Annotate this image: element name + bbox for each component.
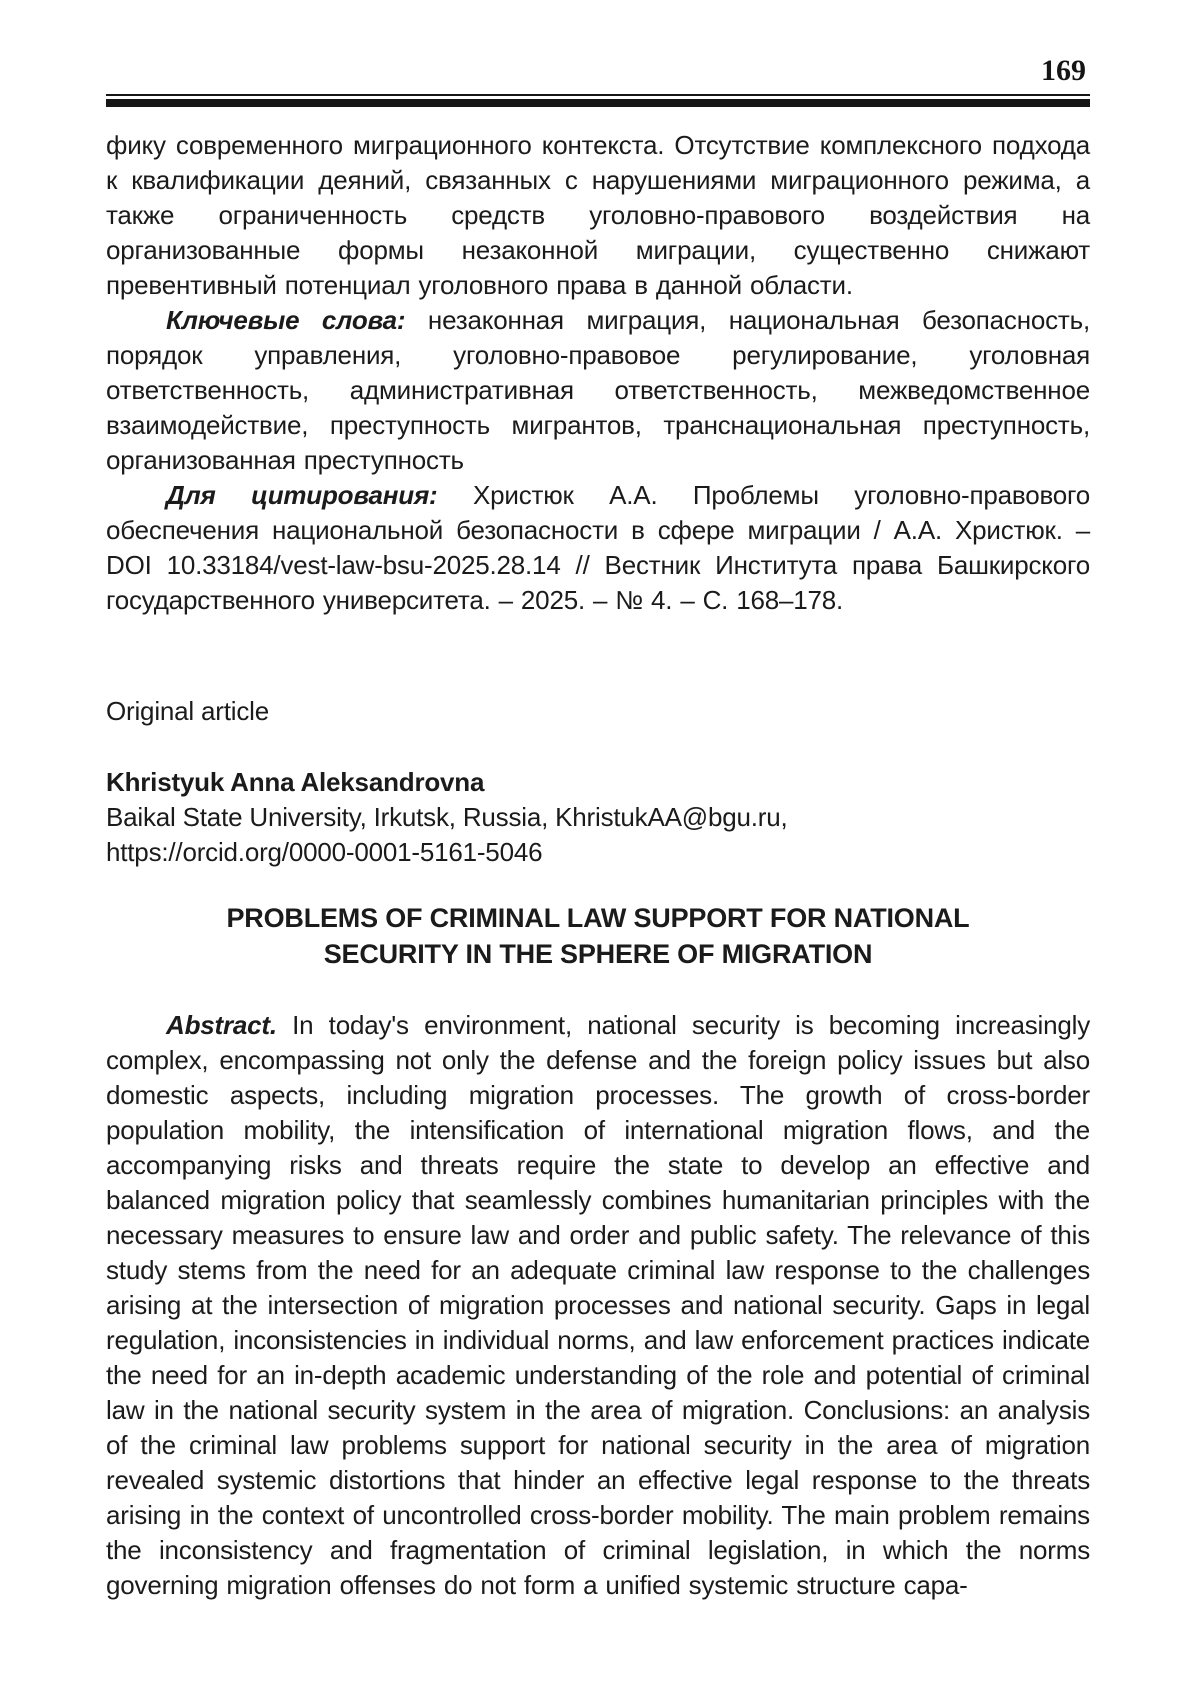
page-header — [106, 56, 1090, 107]
paragraph-abstract — [106, 1008, 1090, 1603]
article-title — [106, 900, 1090, 972]
article-type-label: Original article — [106, 696, 269, 726]
author-orcid-url: https://orcid.org/0000-0001-5161-5046 — [106, 837, 543, 867]
paragraph-russian-continuation: фику современного миграционного контекста. Отсутствие комплексного подхода к квалификации деяний, связанных с нарушениями миграционного режима, а также ограниченность средств уголовно-правового воздействия на организованные формы незаконной миграции, существенно снижают превентивный потенциал уголовного права в данной области. — [106, 130, 1090, 300]
header-rule-thin — [106, 94, 1090, 96]
paragraph-citation — [106, 478, 1090, 618]
citation-label: Для цитирования: — [166, 480, 438, 510]
header-rule-thick — [106, 99, 1090, 107]
citation-text: Христюк А.А. Проблемы уголовно-правового обеспечения национальной безопасности в сфере миграции / А.А. Христюк. – DOI 10.33184/vest-law-bsu-2025.28.14 // Вестник Института права Башкирского государственного университета. – 2025. – № 4. – С. 168–178. — [106, 480, 1091, 615]
page-body — [106, 128, 1090, 1603]
abstract-label: Abstract. — [166, 1010, 277, 1040]
article-title-line1: PROBLEMS OF CRIMINAL LAW SUPPORT FOR NATIONAL — [226, 903, 970, 933]
keywords-label: Ключевые слова: — [166, 305, 406, 335]
paragraph-keywords — [106, 303, 1090, 478]
author-name: Khristyuk Anna Aleksandrovna — [106, 767, 485, 797]
author-affiliation: Baikal State University, Irkutsk, Russia, KhristukAA@bgu.ru, — [106, 802, 788, 832]
abstract-text: In today's environment, national security is becoming increasingly complex, encompassing not only the defense and the foreign policy issues but also domestic aspects, including migration processes. The growth of cross-border population mobility, the intensification of international migration flows, and the accompanying risks and threats require the state to develop an effective and balanced migration policy that seamlessly combines humanitarian principles with the necessary measures to ensure law and order and public safety. The relevance of this study stems from the need for an adequate criminal law response to the challenges arising at the intersection of migration processes and national security. Gaps in legal regulation, inconsistencies in individual norms, and law enforcement practices indicate the need for an in-depth academic understanding of the role and potential of criminal law in the national security system in the area of migration. Conclusions: an analysis of the criminal law problems support for national security in the area of migration revealed systemic distortions that hinder an effective legal response to the threats arising in the context of uncontrolled cross-border mobility. The main problem remains the inconsistency and fragmentation of criminal legislation, in which the norms governing migration offenses do not form a unified systemic structure capa- — [106, 1010, 1091, 1600]
page-number: 169 — [1041, 54, 1086, 87]
article-title-line2: SECURITY IN THE SPHERE OF MIGRATION — [323, 939, 873, 969]
keywords-text: незаконная миграция, национальная безопасность, порядок управления, уголовно-правовое регулирование, уголовная ответственность, административная ответственность, межведомственное взаимодействие, преступность мигрантов, транснациональная преступность, организованная преступность — [106, 305, 1090, 475]
author-block — [106, 765, 1090, 870]
